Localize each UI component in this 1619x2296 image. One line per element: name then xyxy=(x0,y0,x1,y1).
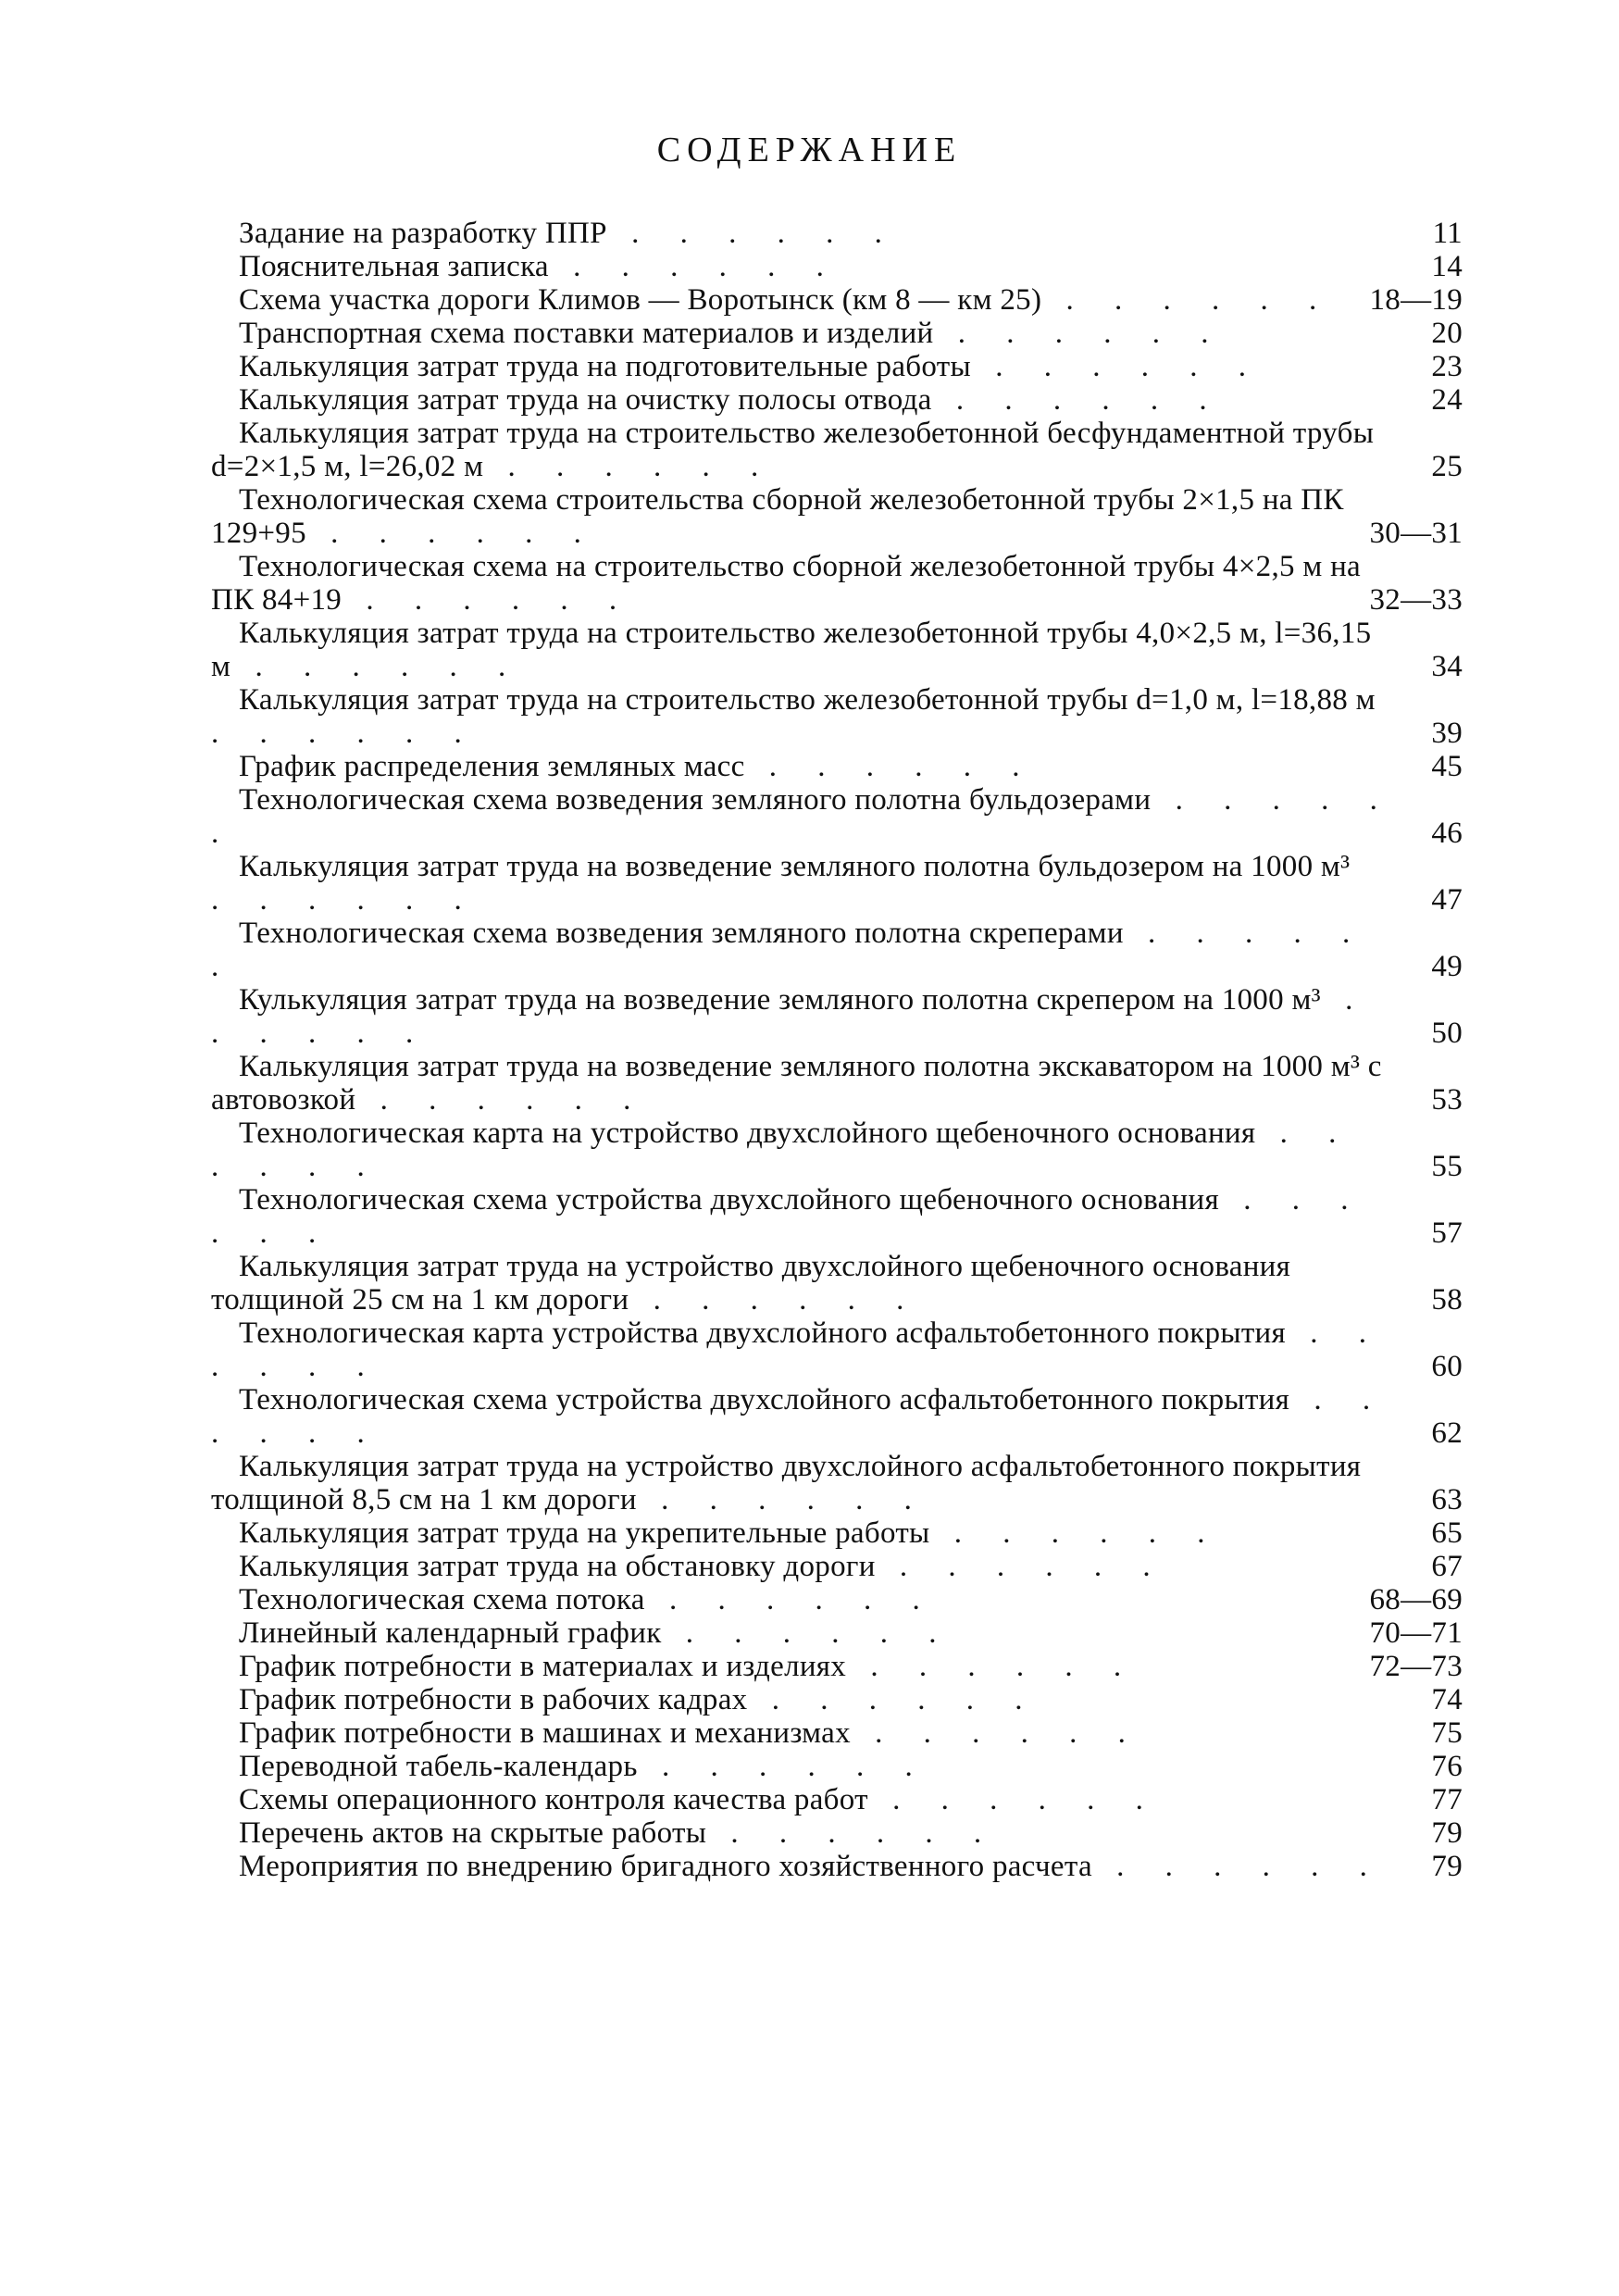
dot-leader: . . . . . . xyxy=(644,1583,937,1616)
toc-entry xyxy=(211,1716,1463,1750)
toc-entry-page: 65 xyxy=(1431,1516,1463,1550)
toc-entry xyxy=(211,383,1463,417)
toc-entry xyxy=(211,1117,1463,1183)
toc-entry-title: Кулькуляция затрат труда на возведение земляного полотна скрепером на 1000 м³ xyxy=(239,983,1321,1017)
toc-entry-page: 23 xyxy=(1431,350,1463,383)
toc-entry-page: 20 xyxy=(1431,317,1463,350)
toc-entry-title: Мероприятия по внедрению бригадного хозяйственного расчета xyxy=(239,1850,1092,1883)
toc-entry-title: Калькуляция затрат труда на обстановку дороги xyxy=(239,1550,876,1583)
toc-entry xyxy=(211,483,1463,550)
toc-entry-title-block xyxy=(211,1250,1398,1316)
toc-entry xyxy=(211,1250,1463,1316)
page-title: СОДЕРЖАНИЕ xyxy=(656,131,963,169)
toc-entry xyxy=(211,350,1463,383)
toc-entry xyxy=(211,1683,1463,1716)
dot-leader: . . . . . . xyxy=(211,1316,1383,1383)
toc-entry-title-block xyxy=(211,483,1370,550)
toc-entry-title-block xyxy=(211,1650,1370,1683)
toc-entry xyxy=(211,1183,1463,1250)
toc-entry-page: 62 xyxy=(1431,1416,1463,1450)
toc-entry xyxy=(211,683,1463,750)
toc-entry xyxy=(211,250,1463,283)
dot-leader: . . . . . . xyxy=(637,1750,929,1783)
toc-entry-title-block xyxy=(211,983,1398,1050)
toc-entry xyxy=(211,1750,1463,1783)
table-of-contents xyxy=(211,217,1463,1883)
toc-entry-title-block xyxy=(211,850,1398,917)
toc-entry xyxy=(211,617,1463,683)
toc-entry-title: Технологическая карта на устройство двухслойного щебеночного основания xyxy=(239,1117,1256,1150)
toc-entry xyxy=(211,1516,1463,1550)
toc-entry-page: 74 xyxy=(1431,1683,1463,1716)
dot-leader: . . . . . . xyxy=(1041,283,1334,317)
dot-leader: . . . . . . xyxy=(931,383,1224,417)
dot-leader: . . . . . . xyxy=(629,1283,921,1316)
toc-entry-page: 18—19 xyxy=(1369,283,1463,317)
toc-entry xyxy=(211,1316,1463,1383)
toc-entry-page: 70—71 xyxy=(1369,1616,1463,1650)
toc-entry xyxy=(211,1816,1463,1850)
toc-entry-title-block xyxy=(211,350,1398,383)
toc-entry-title: Калькуляция затрат труда на строительство железобетонной бесфундаментной трубы d=2×1,5 м, l=26,02 м xyxy=(211,417,1375,483)
dot-leader: . . . . . . xyxy=(636,1483,928,1516)
toc-entry-page: 39 xyxy=(1431,717,1463,750)
toc-entry-title: Калькуляция затрат труда на очистку полосы отвода xyxy=(239,383,932,417)
toc-entry-title-block xyxy=(211,617,1398,683)
toc-entry xyxy=(211,1383,1463,1450)
toc-entry xyxy=(211,283,1463,317)
toc-entry-title-block xyxy=(211,1183,1398,1250)
toc-entry-title: График потребности в рабочих кадрах xyxy=(239,1683,748,1716)
toc-entry-title: Схема участка дороги Климов — Воротынск (км 8 — км 25) xyxy=(239,283,1042,317)
dot-leader: . . . . . . xyxy=(355,1083,648,1117)
dot-leader: . . . . . . xyxy=(211,1383,1388,1450)
dot-leader: . . . . . . xyxy=(211,783,1394,850)
toc-entry-title-block xyxy=(211,417,1398,483)
dot-leader: . . . . . . xyxy=(929,1516,1222,1550)
toc-entry-page: 63 xyxy=(1431,1483,1463,1516)
toc-entry-title-block xyxy=(211,1050,1398,1117)
dot-leader: . . . . . . xyxy=(970,350,1263,383)
dot-leader: . . . . . . xyxy=(305,517,598,550)
toc-entry-title: Калькуляция затрат труда на возведение земляного полотна бульдозером на 1000 м³ xyxy=(239,850,1351,883)
toc-entry-title: Технологическая схема устройства двухслойного асфальтобетонного покрытия xyxy=(239,1383,1290,1416)
toc-entry-title-block xyxy=(211,383,1398,417)
toc-entry xyxy=(211,750,1463,783)
toc-entry-title: Калькуляция затрат труда на строительство железобетонной трубы d=1,0 м, l=18,88 м xyxy=(239,683,1376,717)
toc-entry-title: Калькуляция затрат труда на строительство железобетонной трубы 4,0×2,5 м, l=36,15 м xyxy=(211,617,1372,683)
toc-entry-page: 67 xyxy=(1431,1550,1463,1583)
toc-entry-page: 75 xyxy=(1431,1716,1463,1750)
dot-leader: . . . . . . xyxy=(211,717,479,750)
toc-entry-title-block xyxy=(211,1316,1398,1383)
toc-entry-title: График потребности в машинах и механизмах xyxy=(239,1716,851,1750)
toc-entry-title-block xyxy=(211,1583,1370,1616)
dot-leader: . . . . . . xyxy=(548,250,841,283)
toc-entry-title-block xyxy=(211,1816,1398,1850)
toc-entry-title-block xyxy=(211,1750,1398,1783)
toc-entry-page: 55 xyxy=(1431,1150,1463,1183)
toc-entry xyxy=(211,1783,1463,1816)
dot-leader: . . . . . . xyxy=(661,1616,953,1650)
toc-entry xyxy=(211,550,1463,617)
toc-entry xyxy=(211,1450,1463,1516)
toc-entry-page: 77 xyxy=(1431,1783,1463,1816)
toc-entry-title: Калькуляция затрат труда на возведение земляного полотна экскаватором на 1000 м³ с автовозкой xyxy=(211,1050,1382,1117)
toc-entry-title: Линейный календарный график xyxy=(239,1616,662,1650)
toc-entry-title-block xyxy=(211,250,1398,283)
dot-leader: . . . . . . xyxy=(850,1716,1142,1750)
toc-entry xyxy=(211,1050,1463,1117)
toc-entry-title-block xyxy=(211,1683,1398,1716)
toc-entry-title: Задание на разработку ППР xyxy=(239,217,607,250)
toc-entry xyxy=(211,983,1463,1050)
toc-entry-title-block xyxy=(211,750,1398,783)
toc-entry-page: 53 xyxy=(1431,1083,1463,1117)
toc-entry-title: Перечень актов на скрытые работы xyxy=(239,1816,707,1850)
dot-leader: . . . . . . xyxy=(706,1816,999,1850)
toc-entry-title-block xyxy=(211,783,1398,850)
toc-entry-page: 72—73 xyxy=(1369,1650,1463,1683)
toc-entry xyxy=(211,917,1463,983)
dot-leader: . . . . . . xyxy=(1091,1850,1384,1883)
toc-entry-title-block xyxy=(211,317,1398,350)
toc-entry xyxy=(211,850,1463,917)
toc-entry-title: Транспортная схема поставки материалов и изделий xyxy=(239,317,934,350)
toc-entry-title: График распределения земляных масс xyxy=(239,750,745,783)
toc-entry-page: 45 xyxy=(1431,750,1463,783)
toc-entry xyxy=(211,783,1463,850)
dot-leader: . . . . . . xyxy=(933,317,1226,350)
toc-entry xyxy=(211,1583,1463,1616)
toc-entry-page: 79 xyxy=(1431,1816,1463,1850)
toc-entry-page: 11 xyxy=(1432,217,1463,250)
toc-entry-title: График потребности в материалах и изделиях xyxy=(239,1650,847,1683)
toc-entry-page: 68—69 xyxy=(1369,1583,1463,1616)
toc-entry-page: 47 xyxy=(1431,883,1463,917)
toc-entry-title-block xyxy=(211,1117,1398,1183)
toc-entry-title-block xyxy=(211,550,1370,617)
toc-entry xyxy=(211,317,1463,350)
toc-entry-page: 34 xyxy=(1431,650,1463,683)
dot-leader: . . . . . . xyxy=(867,1783,1160,1816)
toc-entry-title: Схемы операционного контроля качества работ xyxy=(239,1783,868,1816)
toc-entry-title: Калькуляция затрат труда на устройство двухслойного щебеночного основания толщиной 25 см на 1 км дороги xyxy=(211,1250,1291,1316)
toc-entry-title: Пояснительная записка xyxy=(239,250,549,283)
dot-leader: . . . . . . xyxy=(211,883,479,917)
toc-entry-title-block xyxy=(211,1383,1398,1450)
toc-entry-page: 46 xyxy=(1431,817,1463,850)
toc-entry-title: Калькуляция затрат труда на подготовительные работы xyxy=(239,350,971,383)
dot-leader: . . . . . . xyxy=(342,583,634,617)
toc-entry-page: 49 xyxy=(1431,950,1463,983)
dot-leader: . . . . . . xyxy=(846,1650,1139,1683)
toc-entry-title: Технологическая схема потока xyxy=(239,1583,645,1616)
toc-entry-title: Калькуляция затрат труда на укрепительные работы xyxy=(239,1516,930,1550)
dot-leader: . . . . . . xyxy=(211,1117,1353,1183)
toc-entry xyxy=(211,1850,1463,1883)
dot-leader: . . . . . . xyxy=(230,650,523,683)
toc-entry-page: 32—33 xyxy=(1369,583,1463,617)
toc-entry-page: 24 xyxy=(1431,383,1463,417)
toc-entry-title-block xyxy=(211,217,1398,250)
toc-entry-title: Технологическая схема строительства сборной железобетонной трубы 2×1,5 на ПК 129+95 xyxy=(211,483,1344,550)
toc-entry xyxy=(211,217,1463,250)
toc-entry xyxy=(211,1616,1463,1650)
toc-entry-title: Технологическая схема возведения земляного полотна скреперами xyxy=(239,917,1124,950)
toc-entry-page: 79 xyxy=(1431,1850,1463,1883)
dot-leader: . . . . . . xyxy=(747,1683,1040,1716)
dot-leader: . . . . . . xyxy=(211,983,1370,1050)
toc-entry-title: Технологическая схема возведения земляного полотна бульдозерами xyxy=(239,783,1152,817)
dot-leader: . . . . . . xyxy=(744,750,1037,783)
toc-entry-title: Технологическая карта устройства двухслойного асфальтобетонного покрытия xyxy=(239,1316,1286,1350)
toc-entry-title: Переводной табель-календарь xyxy=(239,1750,638,1783)
toc-entry-page: 58 xyxy=(1431,1283,1463,1316)
toc-entry-title: Технологическая схема устройства двухслойного щебеночного основания xyxy=(239,1183,1219,1217)
toc-entry-title-block xyxy=(211,917,1398,983)
dot-leader: . . . . . . xyxy=(211,1183,1365,1250)
toc-entry-title-block xyxy=(211,283,1370,317)
toc-entry xyxy=(211,1650,1463,1683)
toc-entry-title-block xyxy=(211,1550,1398,1583)
dot-leader: . . . . . . xyxy=(211,917,1367,983)
dot-leader: . . . . . . xyxy=(483,450,776,483)
dot-leader: . . . . . . xyxy=(875,1550,1167,1583)
toc-entry-title-block xyxy=(211,1616,1370,1650)
toc-entry xyxy=(211,417,1463,483)
toc-entry-title-block xyxy=(211,1716,1398,1750)
toc-entry-title-block xyxy=(211,1783,1398,1816)
toc-entry-page: 14 xyxy=(1431,250,1463,283)
toc-entry-page: 25 xyxy=(1431,450,1463,483)
toc-entry-page: 30—31 xyxy=(1369,517,1463,550)
toc-entry-title-block xyxy=(211,683,1398,750)
dot-leader: . . . . . . xyxy=(606,217,899,250)
toc-entry-page: 57 xyxy=(1431,1217,1463,1250)
toc-entry-title: Калькуляция затрат труда на устройство двухслойного асфальтобетонного покрытия толщиной 8,5 см на 1 км дороги xyxy=(211,1450,1362,1516)
toc-entry-page: 60 xyxy=(1431,1350,1463,1383)
toc-entry-title: Технологическая схема на строительство сборной железобетонной трубы 4×2,5 м на ПК 84+19 xyxy=(211,550,1361,617)
toc-entry xyxy=(211,1550,1463,1583)
toc-entry-title-block xyxy=(211,1450,1398,1516)
toc-entry-page: 50 xyxy=(1431,1017,1463,1050)
toc-entry-title-block xyxy=(211,1850,1398,1883)
toc-entry-page: 76 xyxy=(1431,1750,1463,1783)
toc-entry-title-block xyxy=(211,1516,1398,1550)
